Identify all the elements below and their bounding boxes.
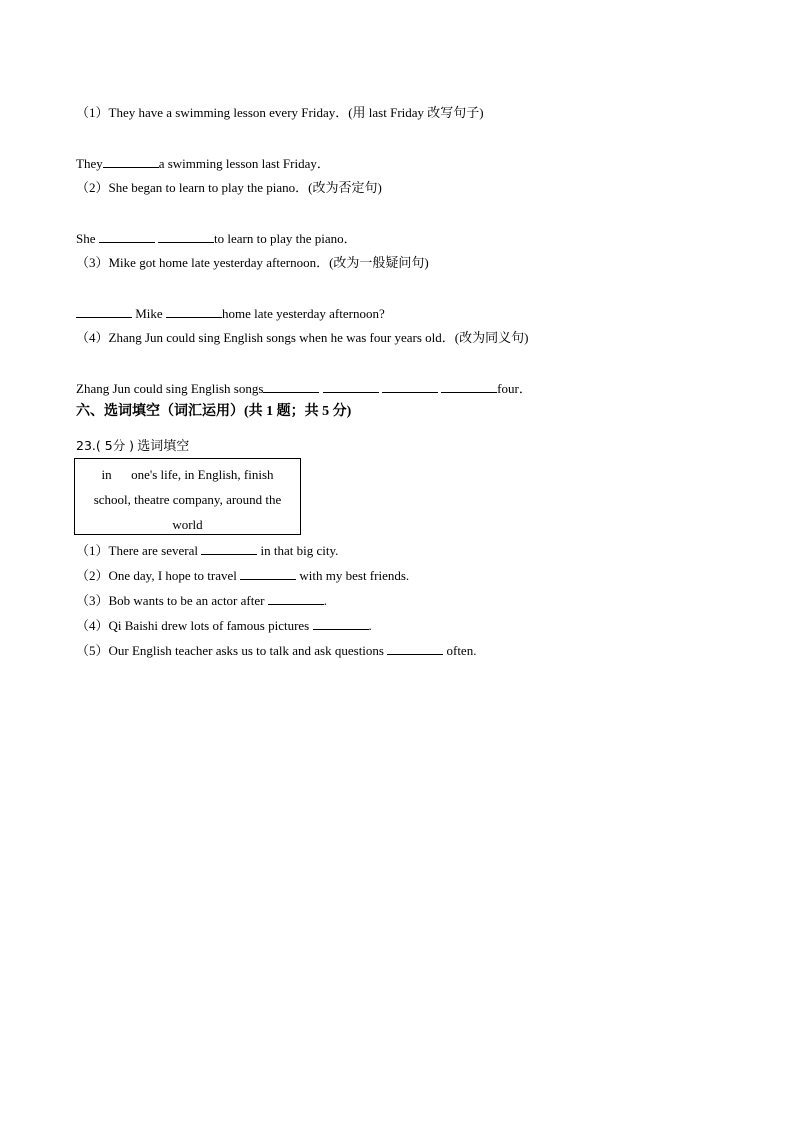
fill-item-text: in that big city. (260, 543, 339, 558)
fill-item-text: （3）Bob wants to be an actor after (76, 593, 265, 608)
word-bank-line: world (172, 517, 203, 532)
rewrite-q1-answer-end: a swimming lesson last Friday． (158, 156, 330, 171)
rewrite-q4-answer (76, 380, 532, 397)
answer-blank[interactable] (268, 592, 324, 605)
fill-item-text: （1）There are several (76, 543, 198, 558)
rewrite-q3-answer-end: home late yesterday afternoon? (221, 306, 385, 321)
fill-item-1 (76, 542, 338, 559)
word-bank-line: in one's life, in English, finish (101, 467, 274, 482)
section-heading: 六、选词填空（词汇运用）(共 1 题；共 5 分) (76, 404, 352, 419)
fill-item-text: （2）One day, I hope to travel (76, 568, 237, 583)
fill-item-3 (76, 592, 327, 609)
answer-blank[interactable] (313, 617, 369, 630)
fill-item-2 (76, 567, 409, 584)
rewrite-q1-prompt: （1）They have a swimming lesson every Friday．(用 last Friday 改写句子) (76, 105, 484, 120)
fill-item-text: . (368, 618, 372, 633)
answer-blank[interactable] (263, 380, 319, 393)
answer-blank[interactable] (99, 230, 155, 243)
rewrite-q4-answer-end: four． (497, 381, 532, 396)
rewrite-q4-prompt: （4）Zhang Jun could sing English songs when he was four years old．(改为同义句) (76, 330, 529, 345)
answer-blank[interactable] (323, 380, 379, 393)
fill-item-5 (76, 642, 476, 659)
answer-blank[interactable] (382, 380, 438, 393)
rewrite-q3-prompt: （3）Mike got home late yesterday afternoon．(改为一般疑问句) (76, 255, 429, 270)
question-header (76, 438, 189, 455)
word-bank-line: school, theatre company, around the (93, 492, 282, 507)
fill-item-text: （5）Our English teacher asks us to talk and ask questions (76, 643, 384, 658)
rewrite-q3-answer-mid: Mike (135, 306, 163, 321)
answer-blank[interactable] (76, 305, 132, 318)
rewrite-q1-answer (76, 155, 330, 172)
answer-blank[interactable] (240, 567, 296, 580)
answer-blank[interactable] (103, 155, 159, 168)
word-bank-box (74, 458, 301, 535)
rewrite-q2-answer-start: She (76, 231, 96, 246)
answer-blank[interactable] (158, 230, 214, 243)
rewrite-q2-answer (76, 230, 357, 247)
rewrite-q4-answer-start: Zhang Jun could sing English songs (76, 381, 264, 396)
answer-blank[interactable] (387, 642, 443, 655)
fill-item-4 (76, 617, 372, 634)
fill-item-text: . (323, 593, 327, 608)
answer-blank[interactable] (441, 380, 497, 393)
fill-item-text: often. (446, 643, 477, 658)
answer-blank[interactable] (166, 305, 222, 318)
fill-item-text: with my best friends. (299, 568, 410, 583)
rewrite-q1-answer-start: They (76, 156, 103, 171)
fill-item-text: （4）Qi Baishi drew lots of famous pictures (76, 618, 310, 633)
rewrite-q2-prompt: （2）She began to learn to play the piano．(改为否定句) (76, 180, 382, 195)
rewrite-q3-answer (76, 305, 385, 322)
answer-blank[interactable] (201, 542, 257, 555)
rewrite-q2-answer-end: to learn to play the piano． (214, 231, 357, 246)
question-points: ( 5分 ) (95, 438, 135, 453)
question-number: 23. (76, 438, 96, 453)
question-title: 选词填空 (137, 439, 190, 454)
